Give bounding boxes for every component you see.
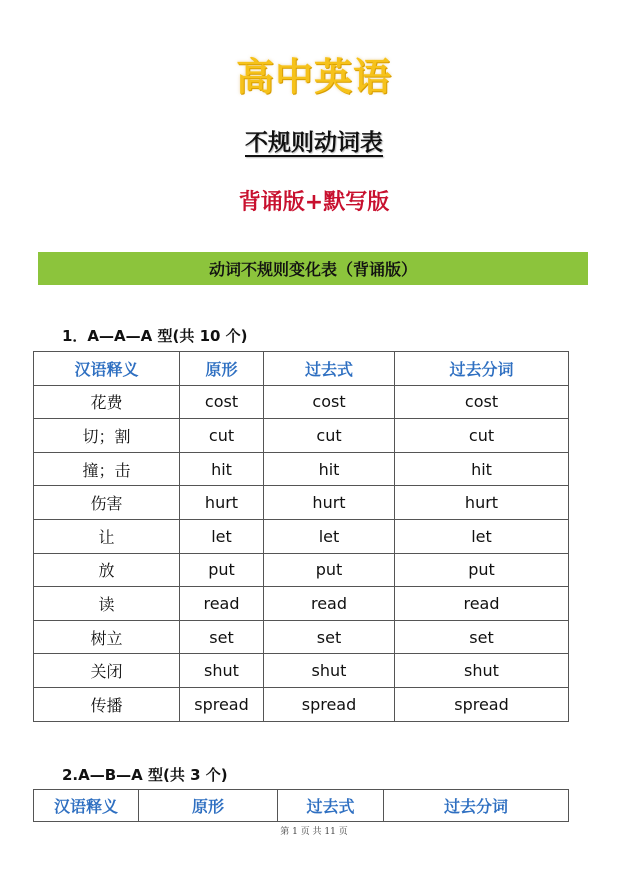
cell-participle: cost [395, 385, 569, 419]
table-header-row [34, 790, 569, 822]
cell-meaning: 花费 [34, 385, 180, 419]
col-header-meaning: 汉语释义 [34, 790, 139, 822]
table-row [34, 519, 569, 553]
verb-table-aba [33, 789, 569, 822]
section-banner: 动词不规则变化表（背诵版） [38, 252, 588, 285]
col-header-base: 原形 [139, 790, 278, 822]
table-row [34, 553, 569, 587]
table-row [34, 620, 569, 654]
cell-participle: read [395, 587, 569, 621]
col-header-participle: 过去分词 [384, 790, 569, 822]
cell-meaning: 伤害 [34, 486, 180, 520]
section1-heading: 1．A—A—A 型(共 10 个) [62, 327, 248, 345]
verb-table-aaa [33, 351, 569, 722]
cell-base: cost [180, 385, 264, 419]
cell-past: shut [264, 654, 395, 688]
cell-past: cost [264, 385, 395, 419]
cell-participle: hurt [395, 486, 569, 520]
table-row [34, 385, 569, 419]
table-row [34, 587, 569, 621]
table-row [34, 452, 569, 486]
col-header-participle: 过去分词 [395, 352, 569, 386]
cell-past: put [264, 553, 395, 587]
document-version: 背诵版+默写版 [238, 190, 390, 215]
cell-past: cut [264, 419, 395, 453]
cell-base: shut [180, 654, 264, 688]
col-header-past: 过去式 [278, 790, 384, 822]
cell-meaning: 让 [34, 519, 180, 553]
cell-past: hit [264, 452, 395, 486]
cell-meaning: 读 [34, 587, 180, 621]
cell-past: read [264, 587, 395, 621]
cell-base: let [180, 519, 264, 553]
cell-base: hurt [180, 486, 264, 520]
table-row [34, 419, 569, 453]
page-footer: 第 1 页 共 11 页 [280, 827, 348, 837]
cell-base: spread [180, 687, 264, 721]
cell-past: let [264, 519, 395, 553]
cell-participle: put [395, 553, 569, 587]
cell-participle: hit [395, 452, 569, 486]
cell-meaning: 切；割 [34, 419, 180, 453]
document-subtitle: 不规则动词表 [245, 129, 383, 156]
cell-base: read [180, 587, 264, 621]
table-row [34, 486, 569, 520]
cell-meaning: 放 [34, 553, 180, 587]
cell-participle: spread [395, 687, 569, 721]
cell-participle: shut [395, 654, 569, 688]
cell-participle: cut [395, 419, 569, 453]
table-row [34, 687, 569, 721]
cell-participle: set [395, 620, 569, 654]
cell-base: set [180, 620, 264, 654]
table-row [34, 654, 569, 688]
cell-base: put [180, 553, 264, 587]
cell-base: cut [180, 419, 264, 453]
document-subtitle-wrap [0, 124, 628, 157]
col-header-base: 原形 [180, 352, 264, 386]
table-header-row [34, 352, 569, 386]
cell-base: hit [180, 452, 264, 486]
cell-participle: let [395, 519, 569, 553]
cell-meaning: 树立 [34, 620, 180, 654]
section2-heading: 2.A—B—A 型(共 3 个) [62, 766, 228, 784]
cell-meaning: 撞；击 [34, 452, 180, 486]
cell-past: spread [264, 687, 395, 721]
cell-meaning: 关闭 [34, 654, 180, 688]
col-header-meaning: 汉语释义 [34, 352, 180, 386]
document-title: 高中英语 [235, 55, 392, 99]
cell-meaning: 传播 [34, 687, 180, 721]
cell-past: set [264, 620, 395, 654]
cell-past: hurt [264, 486, 395, 520]
col-header-past: 过去式 [264, 352, 395, 386]
